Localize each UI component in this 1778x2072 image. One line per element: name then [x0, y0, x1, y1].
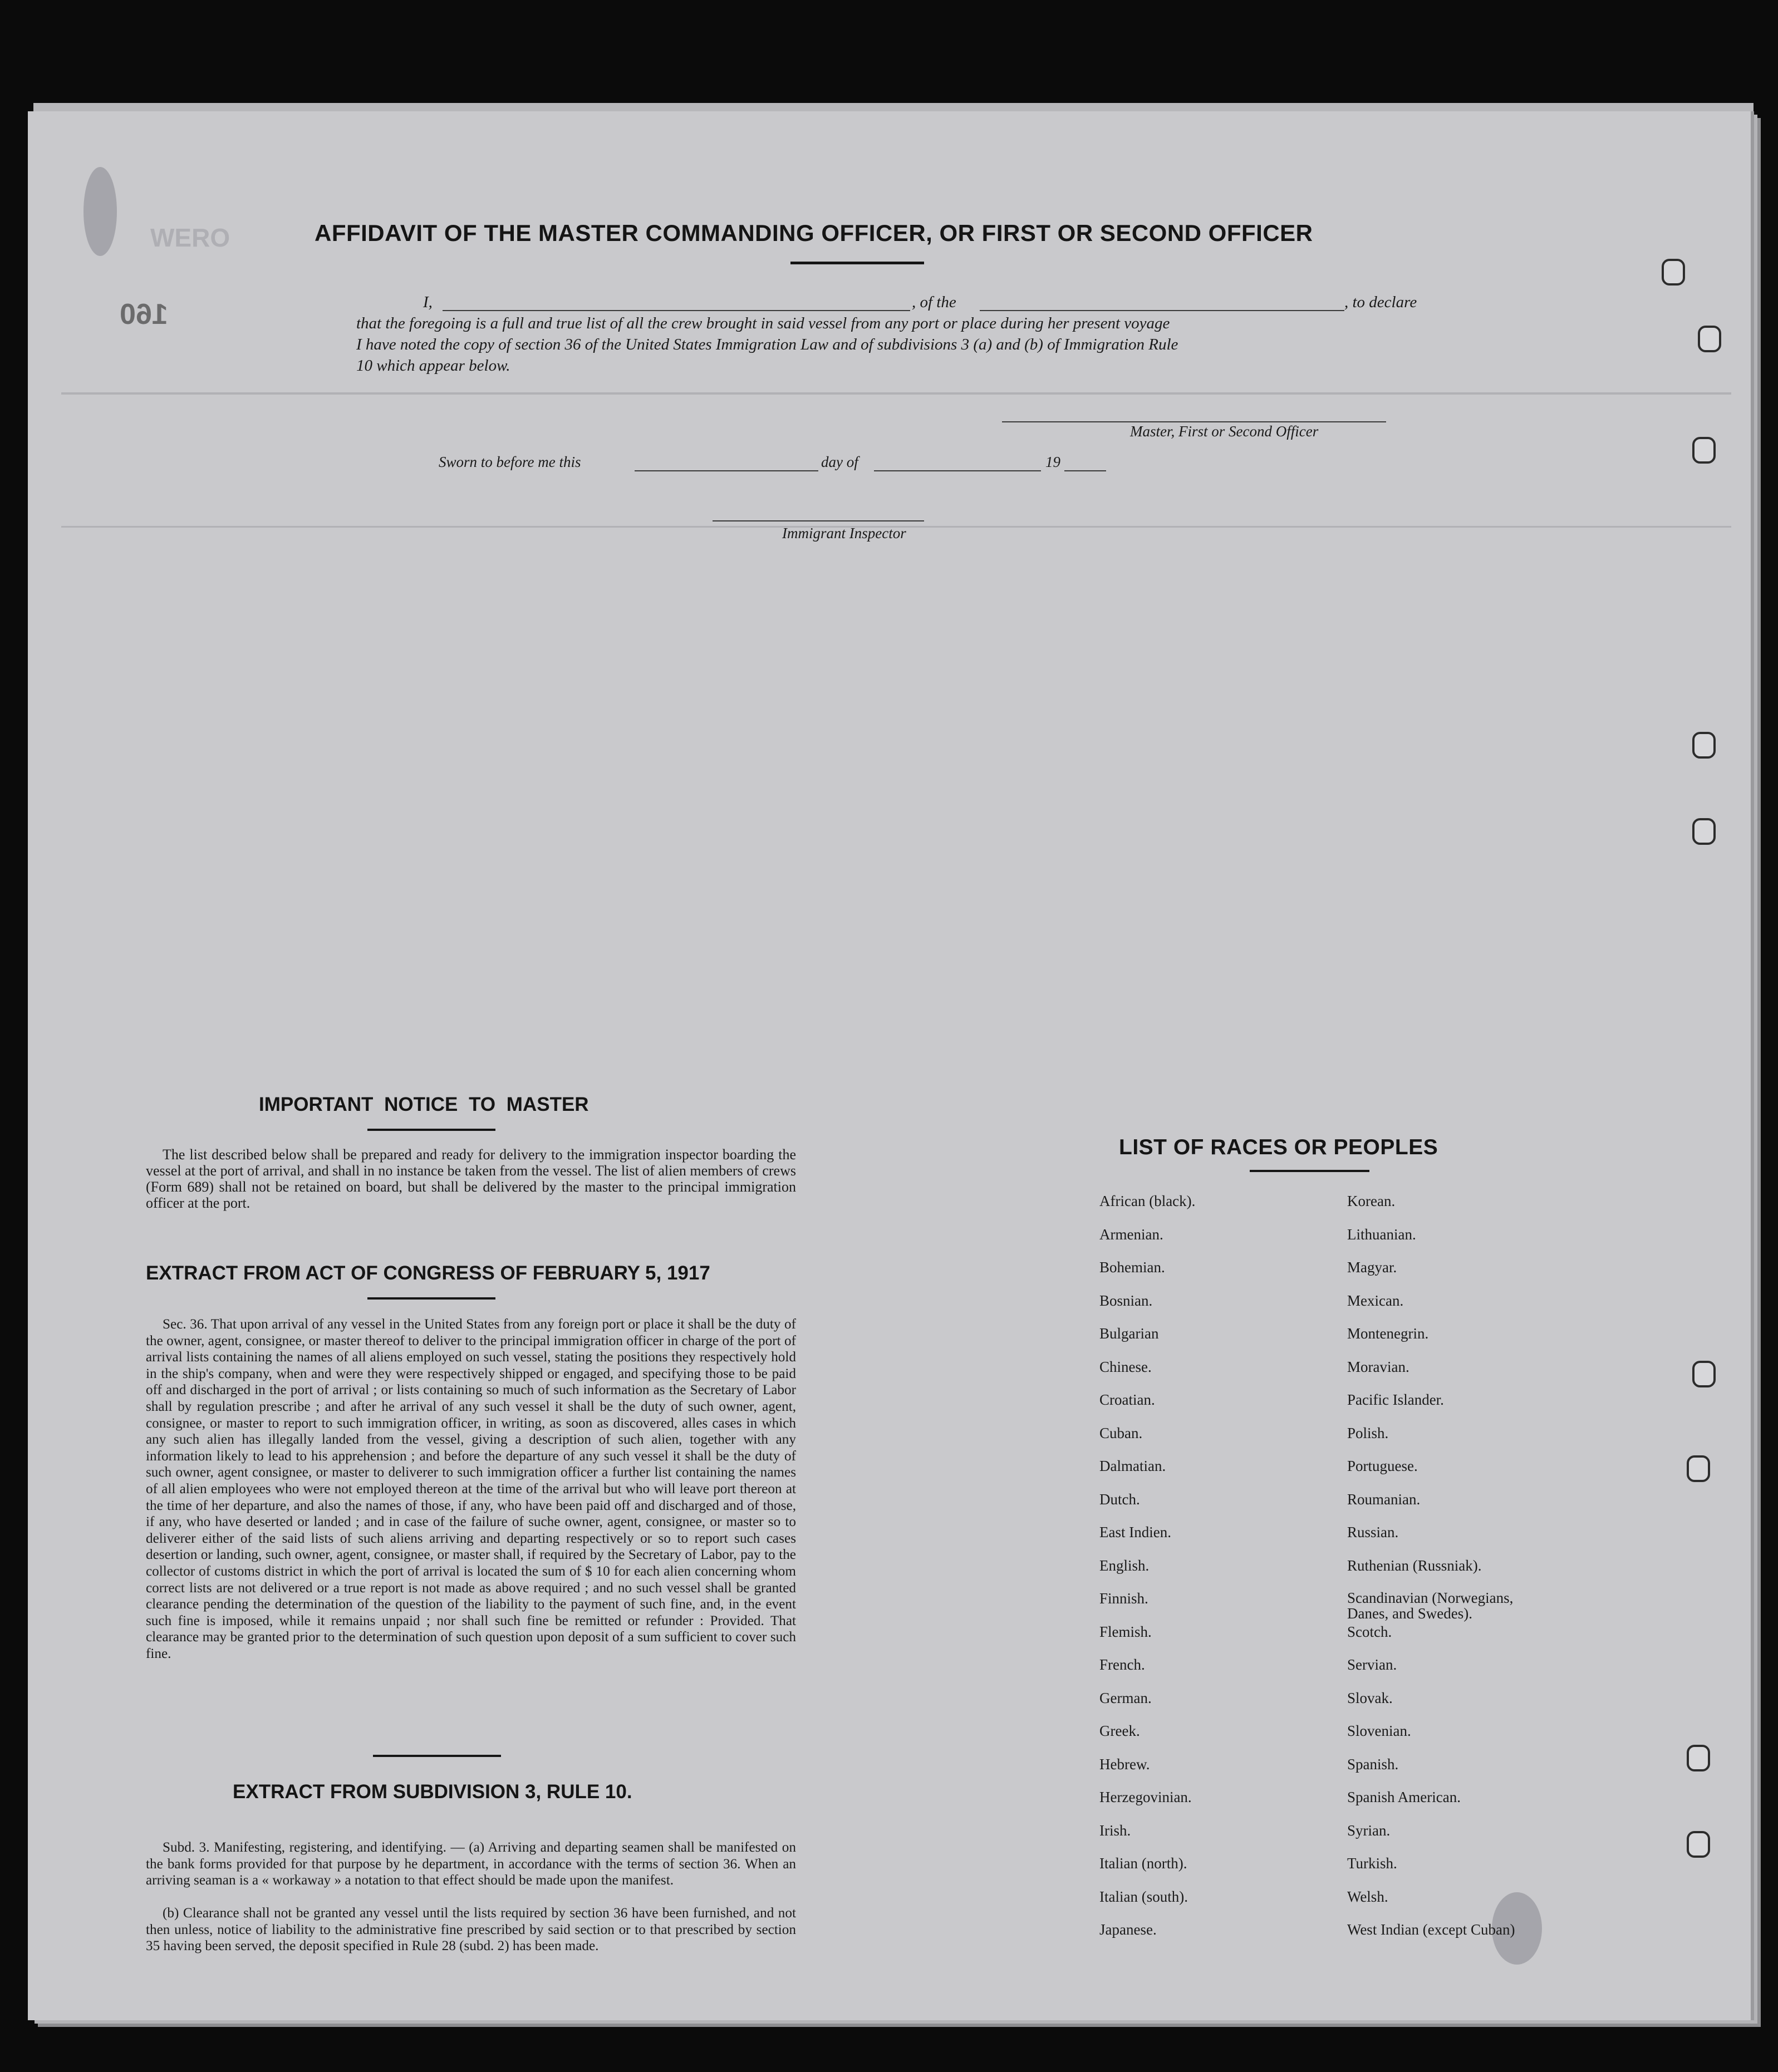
declaration-line-2: that the foregoing is a full and true list of all the crew brought in said vessel from any port or place during her present voyage: [356, 314, 1170, 332]
race-item: Hebrew.: [1099, 1755, 1150, 1773]
race-item: Servian.: [1347, 1656, 1397, 1673]
bleed-through-rule: [61, 392, 1731, 395]
race-item: Slovak.: [1347, 1689, 1393, 1706]
year-label: 19: [1045, 454, 1060, 470]
race-item: West Indian (except Cuban): [1347, 1921, 1515, 1938]
sworn-label: Sworn to before me this: [439, 454, 581, 470]
race-item: German.: [1099, 1689, 1152, 1706]
race-item: Bulgarian: [1099, 1325, 1159, 1342]
master-signature-line: [1002, 421, 1386, 422]
notice-heading: IMPORTANT NOTICE TO MASTER: [259, 1094, 589, 1115]
race-item: Dutch.: [1099, 1490, 1140, 1508]
binder-hole: [1687, 1745, 1710, 1771]
extract-rule-text-a: Subd. 3. Manifesting, registering, and identifying. — (a) Arriving and departing seamen shall be manifested on the bank forms provided for that purpose by he department, in accordance with the terms of section 36. When an arriving seaman is a « workaway » a notation to that effect should be made upon the manifest.: [146, 1840, 796, 1888]
race-item: Russian.: [1347, 1524, 1399, 1541]
extract-act-heading: EXTRACT FROM ACT OF CONGRESS OF FEBRUARY 5, 1917: [146, 1262, 710, 1284]
race-item: Portuguese.: [1347, 1458, 1418, 1474]
name-blank: [443, 310, 910, 311]
margin-number: 160: [120, 298, 168, 331]
race-item: Cuban.: [1099, 1424, 1143, 1441]
race-item: Flemish.: [1099, 1623, 1152, 1640]
race-item: Scotch.: [1347, 1623, 1392, 1640]
race-item: Japanese.: [1099, 1921, 1157, 1938]
title-underline: [790, 262, 924, 264]
race-item: Spanish.: [1347, 1755, 1399, 1773]
extract-act-underline: [367, 1297, 495, 1300]
race-item: Turkish.: [1347, 1855, 1397, 1872]
extract-rule-text-b: (b) Clearance shall not be granted any vessel until the lists required by section 36 have been furnished, and not then unless, notice of liability to the administrative fine prescribed by said section or to that prescribed by section 35 having been served, the deposit specified in Rule 28 (subd. 2) has been made.: [146, 1906, 796, 1954]
binder-hole: [1692, 1361, 1716, 1387]
race-item: Welsh.: [1347, 1888, 1388, 1905]
extract-rule-heading: EXTRACT FROM SUBDIVISION 3, RULE 10.: [233, 1781, 632, 1803]
extract-act-text: Sec. 36. That upon arrival of any vessel in the United States from any foreign port or place it shall be the duty of the owner, agent, consignee, or master thereof to deliver to the principal immigration officer in charge of the port of arrival lists containing the names of all aliens employed on such vessel, stating the positions they respectively hold in the ship's company, when and were they were respectively shipped or engaged, and specifying those to be paid off and discharged in the port of arrival ; or lists containing so much of such information as the Secretary of Labor shall by regulation prescribe ; and after he arrival of any such vessel it shall be the duty of such owner, agent, consignee, or master to report to such immigration officer, in writing, as soon as discovered, alles cases in which any such alien has illegally landed from the vessel, giving a description of such alien, together with any information likely to lead to his apprehension ; and before the departure of any such vessel it shall be the duty of such owner, agent consignee, or master to deliverer to such immigration officer a further list containing the names of all alien employees who were not employed thereon at the time of the arrival but who will leave port thereon at the time of her departure, and also the names of those, if any, who have been paid off and discharged and of those, if any, who have deserted or landed ; and in case of the failure of suche owner, agent, consignee, or master so to deliverer either of the said lists of such aliens arriving and departing respectively or so to report such cases desertion or landing, such owner, agent, consignee, or master shall, if required by the Secretary of Labor, pay to the collector of customs district in which the port of arrival is located the sum of $ 10 for each alien concerning whom correct lists are not delivered or a true report is not made as above required ; and no such vessel shall be granted clearance pending the determination of the question of the liability to the payment of such fine, and, in the event such fine is imposed, while it remains unpaid ; nor shall such fine be remitted or refunder : Provided. That clearance may be granted prior to the determination of such question upon deposit of a sum sufficient to cover such fine.: [146, 1317, 796, 1661]
race-item: African (black).: [1099, 1193, 1196, 1209]
race-item: Croatian.: [1099, 1391, 1155, 1408]
race-item: Italian (north).: [1099, 1855, 1187, 1872]
races-left-column: [1099, 1193, 1195, 1955]
race-item: Polish.: [1347, 1424, 1389, 1441]
race-item: Italian (south).: [1099, 1888, 1188, 1905]
races-heading: LIST OF RACES OR PEOPLES: [1119, 1135, 1438, 1159]
race-item: Dalmatian.: [1099, 1458, 1166, 1474]
sworn-day-blank: [635, 470, 818, 471]
race-item: Korean.: [1347, 1193, 1396, 1209]
declaration-to-declare: , to declare: [1344, 293, 1417, 311]
declaration-of-the: , of the: [912, 293, 956, 311]
binder-hole: [1692, 437, 1716, 464]
race-item: English.: [1099, 1557, 1150, 1574]
race-item: Irish.: [1099, 1822, 1131, 1839]
binder-hole: [1687, 1831, 1710, 1858]
race-item: Herzegovinian.: [1099, 1789, 1192, 1805]
binder-hole: [1692, 818, 1716, 845]
race-item: Pacific Islander.: [1347, 1391, 1444, 1408]
notice-text: The list described below shall be prepared and ready for delivery to the immigration inspector boarding the vessel at the port of arrival, and shall in no instance be taken from the vessel. The list of alien members of crews (Form 689) shall not be retained on board, but shall be delivered by the master to the principal immigration officer at the port.: [146, 1146, 796, 1211]
race-item: Scandinavian (Norwegians, Danes, and Swedes).: [1347, 1589, 1514, 1622]
extract-act-end-rule: [373, 1755, 501, 1757]
sworn-month-blank: [874, 470, 1041, 471]
race-item: Moravian.: [1347, 1358, 1409, 1375]
race-item: East Indien.: [1099, 1524, 1171, 1541]
race-item: Lithuanian.: [1347, 1226, 1416, 1243]
race-item: French.: [1099, 1656, 1145, 1673]
declaration-line-4: 10 which appear below.: [356, 357, 510, 375]
notice-underline: [367, 1129, 495, 1131]
race-item: Syrian.: [1347, 1822, 1391, 1839]
race-item: Finnish.: [1099, 1590, 1148, 1607]
race-item: Greek.: [1099, 1722, 1140, 1739]
race-item: Montenegrin.: [1347, 1325, 1429, 1342]
inspector-signature-line: [713, 520, 924, 521]
binder-hole: [1692, 732, 1716, 759]
inspector-label: Immigrant Inspector: [782, 525, 906, 542]
race-item: Magyar.: [1347, 1259, 1397, 1276]
stamp-mark: [84, 167, 117, 256]
binder-hole: [1687, 1455, 1710, 1482]
vessel-blank: [980, 310, 1344, 311]
race-item: Chinese.: [1099, 1358, 1152, 1375]
race-item: Spanish American.: [1347, 1789, 1461, 1805]
declaration-i: I,: [423, 293, 433, 311]
race-item: Roumanian.: [1347, 1490, 1421, 1508]
races-right-column: [1347, 1193, 1536, 1955]
binder-hole: [1698, 326, 1721, 352]
day-of-label: day of: [821, 454, 858, 470]
page-title: AFFIDAVIT OF THE MASTER COMMANDING OFFICER, OR FIRST OR SECOND OFFICER: [315, 220, 1313, 246]
master-label: Master, First or Second Officer: [1130, 423, 1319, 440]
races-underline: [1250, 1170, 1369, 1172]
race-item: Slovenian.: [1347, 1722, 1411, 1739]
sworn-year-blank: [1064, 470, 1106, 471]
race-item: Bohemian.: [1099, 1259, 1165, 1276]
bleed-through-text: WERO: [150, 223, 230, 252]
race-item: Ruthenian (Russniak).: [1347, 1557, 1482, 1574]
race-item: Armenian.: [1099, 1226, 1163, 1243]
binder-hole: [1662, 259, 1685, 286]
declaration-line-3: I have noted the copy of section 36 of the United States Immigration Law and of subdivisions 3 (a) and (b) of Immigration Rule: [356, 336, 1178, 353]
race-item: Mexican.: [1347, 1292, 1404, 1309]
race-item: Bosnian.: [1099, 1292, 1153, 1309]
